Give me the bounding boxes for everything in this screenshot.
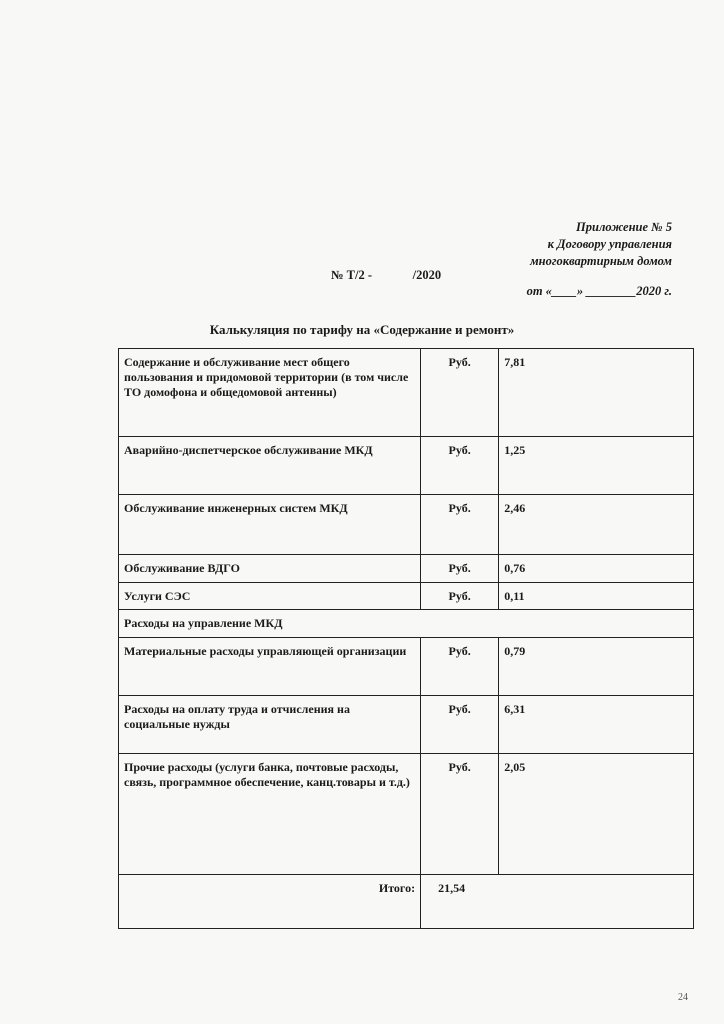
row-unit: Руб. [421, 437, 499, 495]
row-name: Услуги СЭС [119, 583, 421, 610]
row-name: Расходы на оплату труда и отчисления на социальные нужды [119, 696, 421, 754]
annex-contract-subject: многоквартирным домом [530, 254, 672, 268]
table-row [119, 437, 694, 495]
table-row [119, 495, 694, 555]
table-row [119, 583, 694, 610]
row-unit: Руб. [421, 696, 499, 754]
total-row [119, 875, 694, 929]
row-name: Обслуживание инженерных систем МКД [119, 495, 421, 555]
row-unit: Руб. [421, 754, 499, 875]
document-title: Калькуляция по тарифу на «Содержание и ремонт» [209, 322, 515, 337]
section-title: Расходы на управление МКД [119, 610, 694, 638]
row-name: Обслуживание ВДГО [119, 555, 421, 583]
total-label: Итого: [119, 875, 421, 929]
row-name: Содержание и обслуживание мест общего пользования и придомовой территории (в том числе ТО домофона и общедомовой антенны) [119, 349, 421, 437]
annex-contract-ref: к Договору управления [547, 237, 672, 251]
total-value: 21,54 [421, 875, 694, 929]
row-value: 2,05 [499, 754, 694, 875]
row-value: 2,46 [499, 495, 694, 555]
row-value: 0,11 [499, 583, 694, 610]
table-row [119, 638, 694, 696]
table-row [119, 555, 694, 583]
table-row [119, 349, 694, 437]
row-name: Аварийно-диспетчерское обслуживание МКД [119, 437, 421, 495]
row-unit: Руб. [421, 495, 499, 555]
table-row [119, 696, 694, 754]
section-row [119, 610, 694, 638]
table-row [119, 754, 694, 875]
row-unit: Руб. [421, 583, 499, 610]
annex-number: Приложение № 5 [576, 220, 672, 234]
tariff-table [118, 348, 694, 929]
row-value: 6,31 [499, 696, 694, 754]
row-unit: Руб. [421, 638, 499, 696]
row-value: 1,25 [499, 437, 694, 495]
page-number: 24 [678, 992, 688, 1003]
contract-number: № Т/2 - /2020 [331, 268, 442, 282]
row-value: 0,76 [499, 555, 694, 583]
row-name: Прочие расходы (услуги банка, почтовые расходы, связь, программное обеспечение, канц.товары и т.д.) [119, 754, 421, 875]
row-value: 7,81 [499, 349, 694, 437]
row-value: 0,79 [499, 638, 694, 696]
row-unit: Руб. [421, 349, 499, 437]
contract-date: от «____» ________2020 г. [526, 284, 672, 298]
row-name: Материальные расходы управляющей организации [119, 638, 421, 696]
row-unit: Руб. [421, 555, 499, 583]
annex-header [530, 219, 672, 270]
